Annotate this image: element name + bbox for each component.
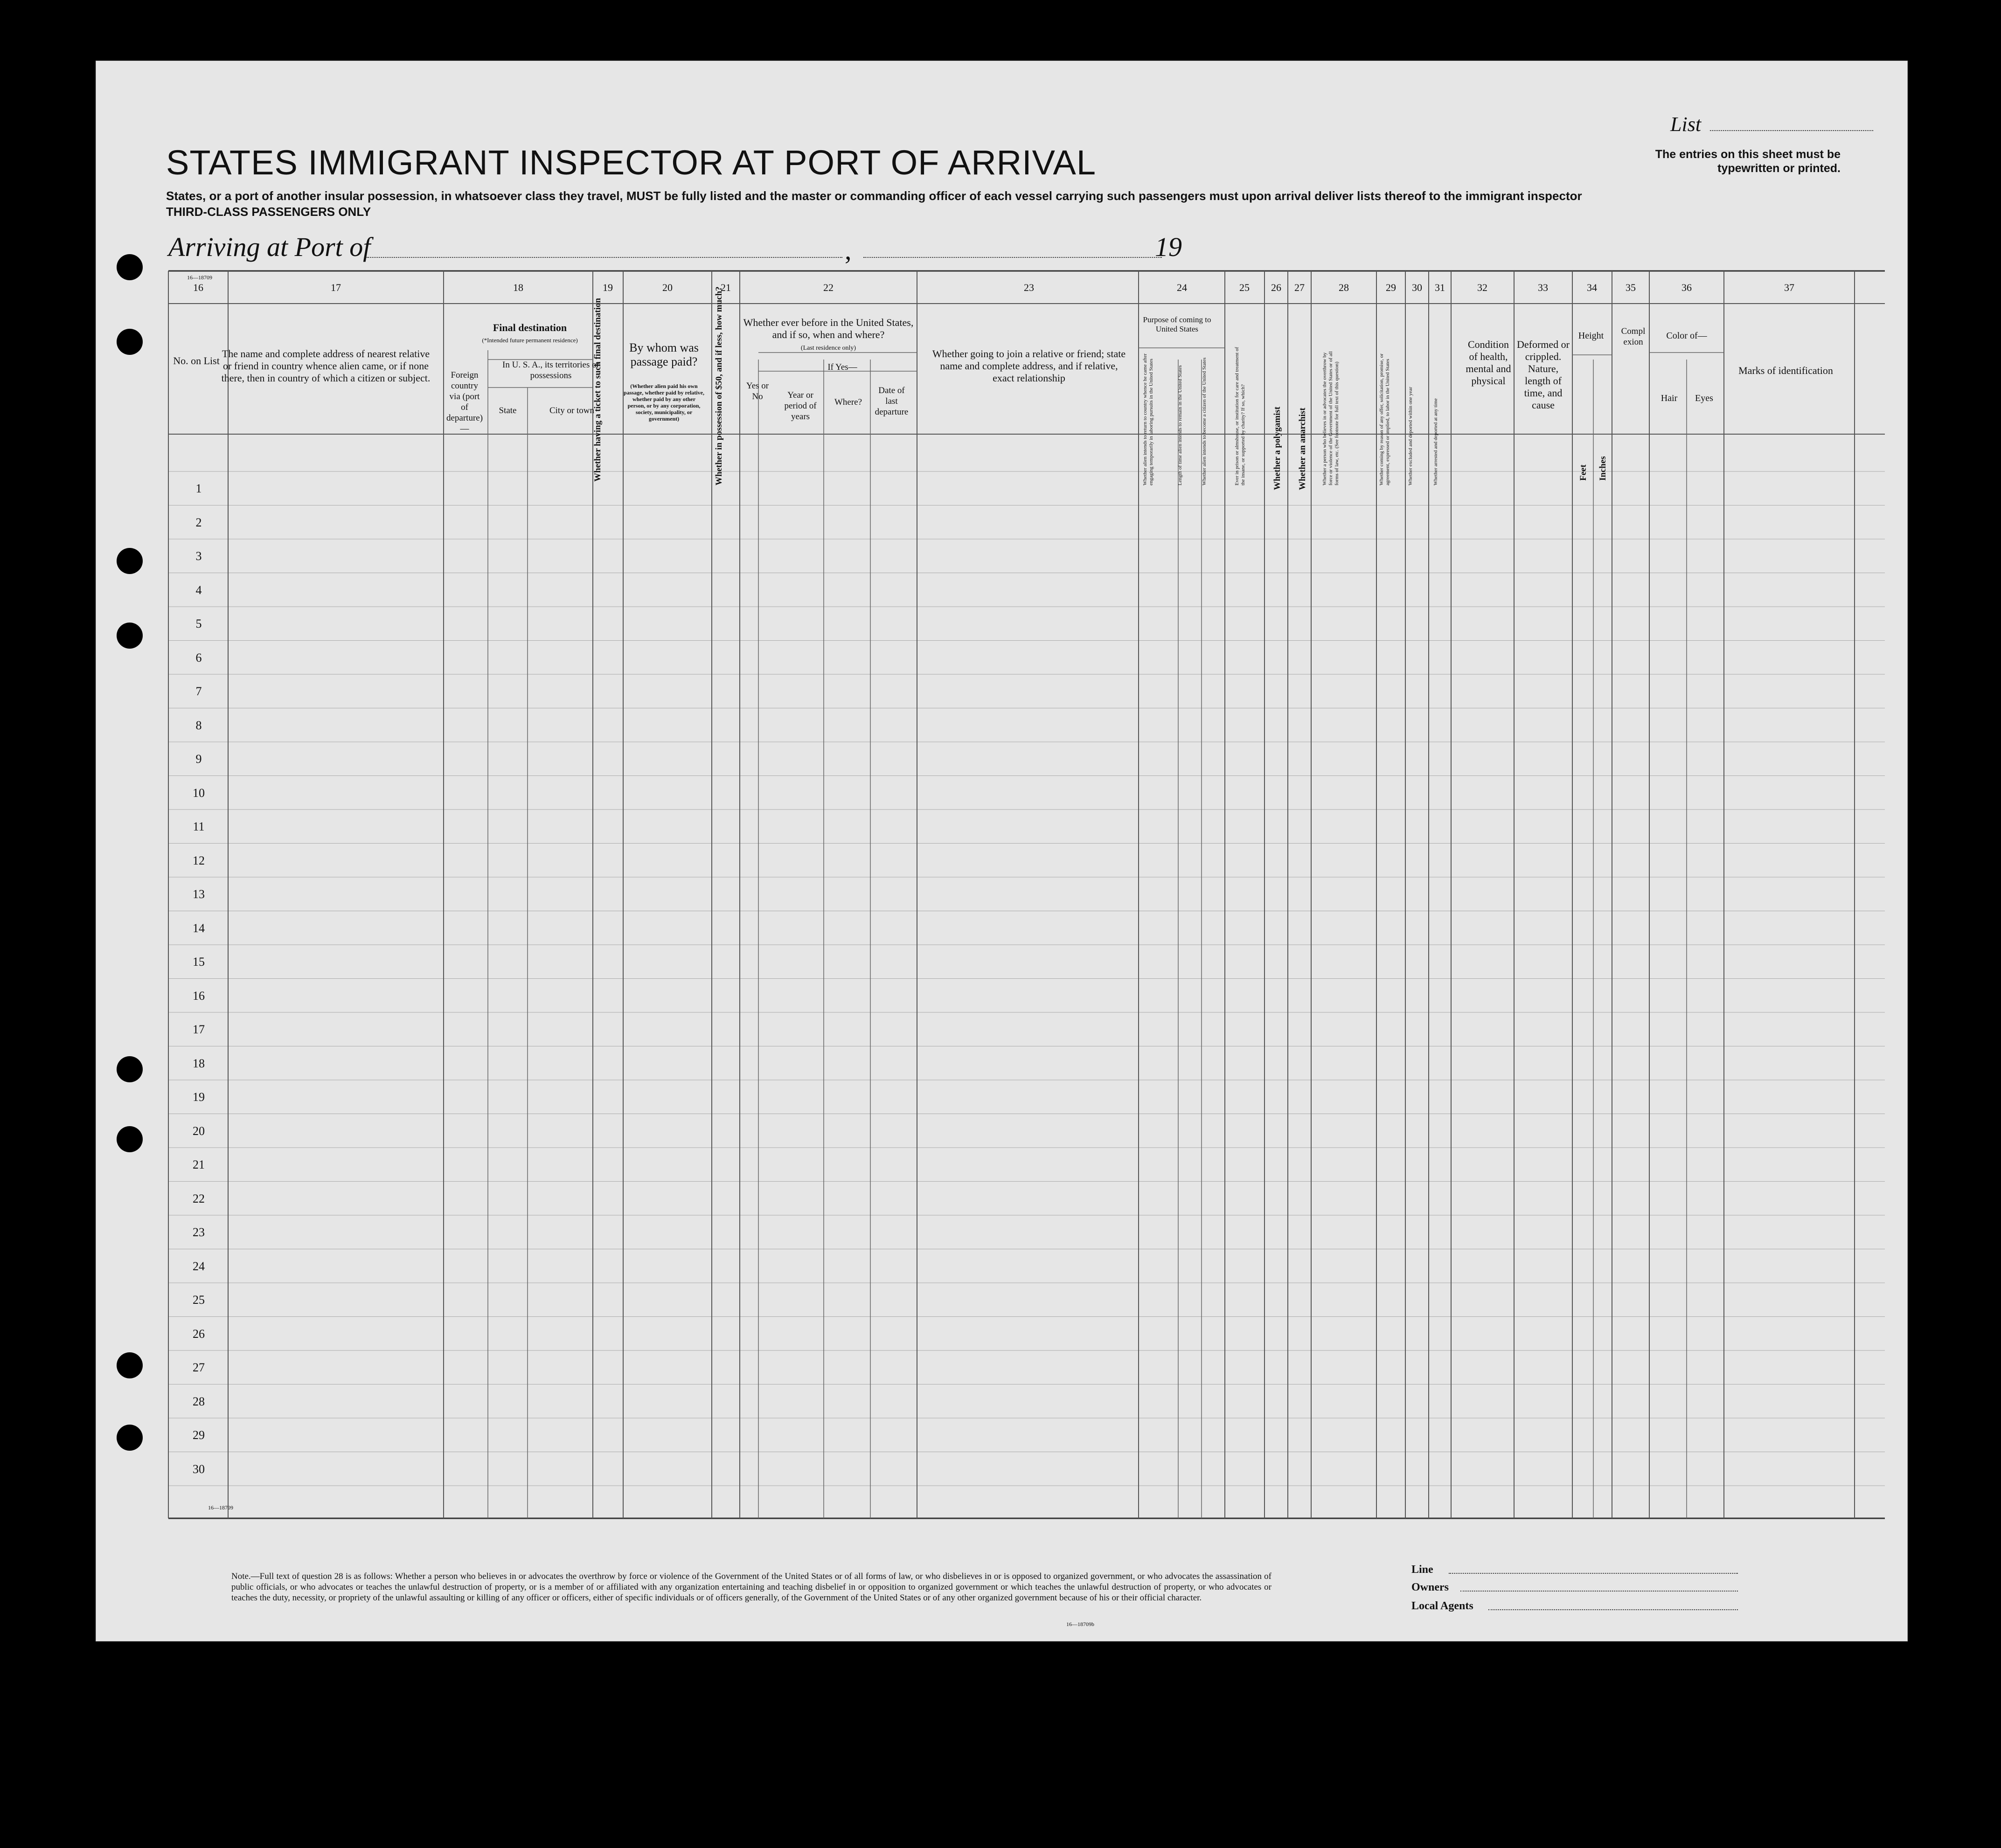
col18-title: Final destination	[493, 322, 567, 333]
row-number: 10	[193, 786, 205, 800]
column-number: 26	[1271, 282, 1281, 293]
col22-yesno: Yes or No	[746, 381, 769, 401]
column-number: 27	[1294, 282, 1305, 293]
column-number: 23	[1024, 282, 1034, 293]
column-number: 22	[823, 282, 834, 293]
row-number: 21	[193, 1158, 205, 1171]
date-field[interactable]	[863, 257, 1162, 258]
row-number: 6	[195, 651, 202, 664]
col25-header: Ever in prison or almshouse, or institution for care and treatment of the insane, or supported by charity? If so, which?	[1234, 347, 1246, 485]
row-number: 8	[195, 718, 202, 732]
row-number: 16	[193, 989, 205, 1003]
col34-feet: Feet	[1578, 464, 1588, 481]
col20-title: By whom was passage paid?	[629, 341, 699, 368]
owners-field[interactable]	[1460, 1591, 1738, 1592]
column-number: 19	[603, 282, 613, 293]
instructions-text: The entries on this sheet must be typewritten or printed.	[1655, 148, 1841, 175]
col36-hair: Hair	[1661, 393, 1678, 403]
column-number: 25	[1239, 282, 1250, 293]
row-number: 5	[195, 617, 202, 630]
column-number: 33	[1538, 282, 1548, 293]
col36-title: Color of—	[1666, 331, 1707, 341]
col18-city: City or town	[549, 406, 595, 415]
col17-header: The name and complete address of nearest relative or friend in country whence alien came, or if none there, then in country of which a citizen or subject.	[221, 348, 431, 384]
row-number: 19	[193, 1090, 205, 1104]
row-number: 18	[193, 1056, 205, 1070]
column-number: 32	[1477, 282, 1487, 293]
col24-citizen: Whether alien intends to become a citizen of the United States	[1202, 357, 1207, 485]
row-number: 3	[195, 549, 202, 563]
col34-title: Height	[1578, 331, 1604, 341]
row-number: 28	[193, 1394, 205, 1408]
manifest-sheet	[96, 61, 1908, 1641]
col26-header: Whether a polygamist	[1272, 406, 1282, 490]
column-number: 24	[1177, 282, 1187, 293]
column-number: 37	[1784, 282, 1794, 293]
comma: ,	[845, 235, 852, 265]
col19-header: Whether having a ticket to such final destination	[593, 298, 603, 482]
row-number: 24	[193, 1259, 205, 1273]
row-number: 17	[193, 1023, 205, 1036]
column-number: 16	[193, 282, 203, 293]
col16-header: No. on List	[173, 355, 220, 367]
col18-state: State	[499, 406, 517, 415]
subtitle-line: States, or a port of another insular possession, in whatsoever class they travel, MUST be fully listed and the master or commanding officer of each vessel carrying such passengers must upon arrival deliver lists thereof to the immigrant inspector	[166, 189, 1582, 203]
line-label: Line	[1411, 1564, 1433, 1576]
row-number: 22	[193, 1191, 205, 1205]
col23-header: Whether going to join a relative or friend; state name and complete address, and if relative, exact relationship	[932, 348, 1126, 384]
row-number: 13	[193, 887, 205, 901]
list-number-field[interactable]	[1710, 130, 1873, 131]
list-label: List	[1670, 113, 1702, 136]
col34-inches: Inches	[1598, 456, 1608, 481]
table-grid	[96, 61, 1908, 1642]
row-number: 14	[193, 921, 205, 935]
col22-ifyes: If Yes—	[827, 362, 857, 372]
col20-note: (Whether alien paid his own passage, whether paid by relative, whether paid by any other person, or by any corporation, society, municipality, or government)	[624, 383, 704, 422]
punch-hole	[117, 623, 143, 649]
column-number: 36	[1681, 282, 1692, 293]
row-number: 30	[193, 1462, 205, 1476]
punch-hole	[117, 1126, 143, 1152]
col33-header: Deformed or crippled. Nature, length of time, and cause	[1516, 339, 1570, 411]
column-number: 17	[331, 282, 341, 293]
col22-date: Date of last departure	[875, 386, 909, 417]
row-number: 11	[193, 820, 205, 833]
row-number: 26	[193, 1327, 205, 1341]
form-number-footnote: 16—18709b	[1066, 1621, 1094, 1627]
class-line: THIRD-CLASS PASSENGERS ONLY	[166, 205, 371, 219]
port-field[interactable]	[367, 257, 842, 258]
punch-hole	[117, 1056, 143, 1082]
col22-where: Where?	[834, 397, 862, 407]
punch-hole	[117, 1352, 143, 1378]
row-number: 20	[193, 1124, 205, 1138]
row-number: 7	[195, 685, 202, 698]
local-agents-field[interactable]	[1488, 1609, 1738, 1610]
col18-subtitle: (*Intended future permanent residence)	[482, 337, 578, 344]
col21-header: Whether in possession of $50, and if less, how much?	[714, 286, 724, 485]
col22-title: Whether ever before in the United States, and if so, when and where?	[743, 317, 914, 340]
col37-header: Marks of identification	[1738, 365, 1833, 376]
footnote: Note.—Full text of question 28 is as follows: Whether a person who believes in or advocates the overthrow by force or violence of the Government of the United States or of all forms of law, or who disbelieves in or is opposed to organized government, or who advocates the assassination of public officials, or who advocates or teaches the unlawful destruction of property, or is a member of or affiliated with any organization entertaining and teaching disbelief in or opposition to organized government or which teaches the unlawful destruction of property, or who advocates or teaches the duty, necessity, or propriety of the unlawful assaulting or killing of any officer or officers, either of specific individuals or of officers generally, of the Government of the United States or of any other organized government because of his or their official character.	[231, 1571, 1271, 1603]
row-number: 23	[193, 1225, 205, 1239]
column-number: 21	[721, 282, 731, 293]
local-agents-label: Local Agents	[1411, 1600, 1473, 1612]
row-number: 12	[193, 853, 205, 867]
form-number-top: 16—18709	[187, 274, 212, 281]
punch-hole	[117, 329, 143, 355]
col29-header: Whether coming by reason of any offer, solicitation, promise, or agreement, expressed or implied, to labor in the United States	[1379, 353, 1390, 485]
col35-header: Complexion	[1621, 326, 1646, 347]
col31-header: Whether arrested and deported at any time	[1433, 398, 1438, 485]
year-prefix: 19	[1155, 232, 1182, 262]
column-number: 31	[1435, 282, 1445, 293]
col24-title: Purpose of coming to United States	[1143, 315, 1211, 333]
col28-header: Whether a person who believes in or advocates the overthrow by force or violence of the Government of the United States or of all forms of law, etc. (See footnote for full text of this question)	[1322, 351, 1340, 485]
column-number: 28	[1339, 282, 1349, 293]
form-number-bottom: 16—18709	[208, 1504, 233, 1511]
col36-eyes: Eyes	[1695, 393, 1713, 403]
line-field[interactable]	[1449, 1573, 1738, 1574]
row-number: 4	[195, 583, 202, 597]
col30-header: Whether excluded and deported within one year	[1408, 387, 1413, 485]
col24-return: Whether alien intends to return to country whence he came after engaging temporarily in laboring pursuits in the United States	[1142, 353, 1154, 485]
page-title: STATES IMMIGRANT INSPECTOR AT PORT OF ARRIVAL	[166, 143, 1097, 182]
arriving-label: Arriving at Port of	[168, 232, 371, 262]
column-number: 34	[1587, 282, 1597, 293]
row-number: 25	[193, 1293, 205, 1307]
punch-hole	[117, 1425, 143, 1451]
column-number: 29	[1386, 282, 1396, 293]
row-number: 15	[193, 955, 205, 969]
row-number: 2	[195, 515, 202, 529]
punch-hole	[117, 254, 143, 280]
column-number: 18	[513, 282, 523, 293]
row-number: 9	[195, 752, 202, 766]
col27-header: Whether an anarchist	[1298, 408, 1307, 490]
punch-hole	[117, 548, 143, 574]
col24-length: Length of time alien intends to remain in the United States	[1177, 365, 1183, 485]
col22-year: Year or period of years	[784, 390, 817, 422]
column-number: 35	[1626, 282, 1636, 293]
row-number: 1	[195, 482, 202, 495]
owners-label: Owners	[1411, 1581, 1449, 1593]
col18-foreign: Foreign country via (port of departure)—	[446, 370, 483, 434]
column-number: 30	[1412, 282, 1422, 293]
col18-usa: In U. S. A., its territories or possessions	[502, 360, 599, 381]
column-number: 20	[662, 282, 673, 293]
subtitle-text	[166, 188, 1659, 220]
col32-header: Condition of health, mental and physical	[1466, 339, 1511, 387]
row-number: 29	[193, 1428, 205, 1442]
col22-subtitle: (Last residence only)	[800, 345, 856, 352]
row-number: 27	[193, 1361, 205, 1374]
